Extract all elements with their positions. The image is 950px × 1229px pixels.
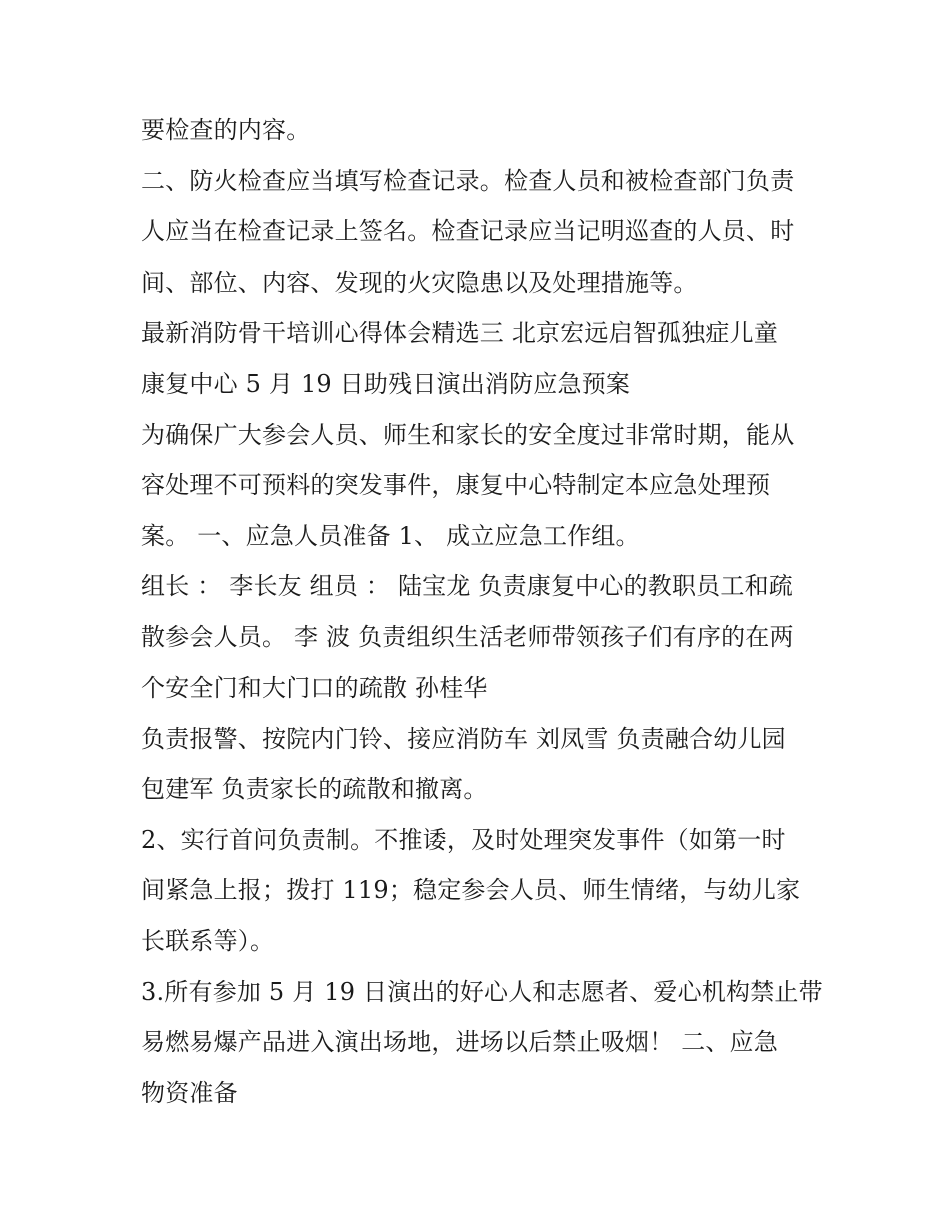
text-line: 2、实行首问负责制。不推诿，及时处理突发事件（如第一时 xyxy=(141,826,786,854)
text-line: 3.所有参加 5 月 19 日演出的好心人和志愿者、爱心机构禁止带 xyxy=(141,978,823,1006)
text-line: 物资准备 xyxy=(141,1079,238,1107)
text-line: 最新消防骨干培训心得体会精选三 北京宏远启智孤独症儿童 xyxy=(141,319,779,347)
text-line: 间、部位、内容、发现的火灾隐患以及处理措施等。 xyxy=(141,269,698,297)
text-line: 间紧急上报；拨打 119；稳定参会人员、师生情绪，与幼儿家 xyxy=(141,876,801,904)
text-line: 包建军 负责家长的疏散和撤离。 xyxy=(141,775,488,803)
text-line: 易燃易爆产品进入演出场地，进场以后禁止吸烟！ 二、应急 xyxy=(141,1028,779,1056)
text-line: 散参会人员。 李 波 负责组织生活老师带领孩子们有序的在两 xyxy=(141,623,794,651)
text-line: 康复中心 5 月 19 日助残日演出消防应急预案 xyxy=(141,370,631,398)
text-line: 组长 ： 李长友 组员 ： 陆宝龙 负责康复中心的教职员工和疏 xyxy=(141,572,793,600)
text-line: 二、防火检查应当填写检查记录。检查人员和被检查部门负责 xyxy=(141,167,795,195)
text-line: 要检查的内容。 xyxy=(141,116,311,144)
text-line: 负责报警、按院内门铃、接应消防车 刘凤雪 负责融合幼儿园 xyxy=(141,725,786,753)
text-line: 人应当在检查记录上签名。检查记录应当记明巡查的人员、时 xyxy=(141,217,795,245)
text-line: 为确保广大参会人员、师生和家长的安全度过非常时期，能从 xyxy=(141,421,795,449)
text-line: 案。 一、应急人员准备 1、 成立应急工作组。 xyxy=(141,522,640,550)
text-line: 长联系等）。 xyxy=(141,927,275,955)
text-line: 个安全门和大门口的疏散 孙桂华 xyxy=(141,674,488,702)
text-line: 容处理不可预料的突发事件，康复中心特制定本应急处理预 xyxy=(141,471,771,499)
